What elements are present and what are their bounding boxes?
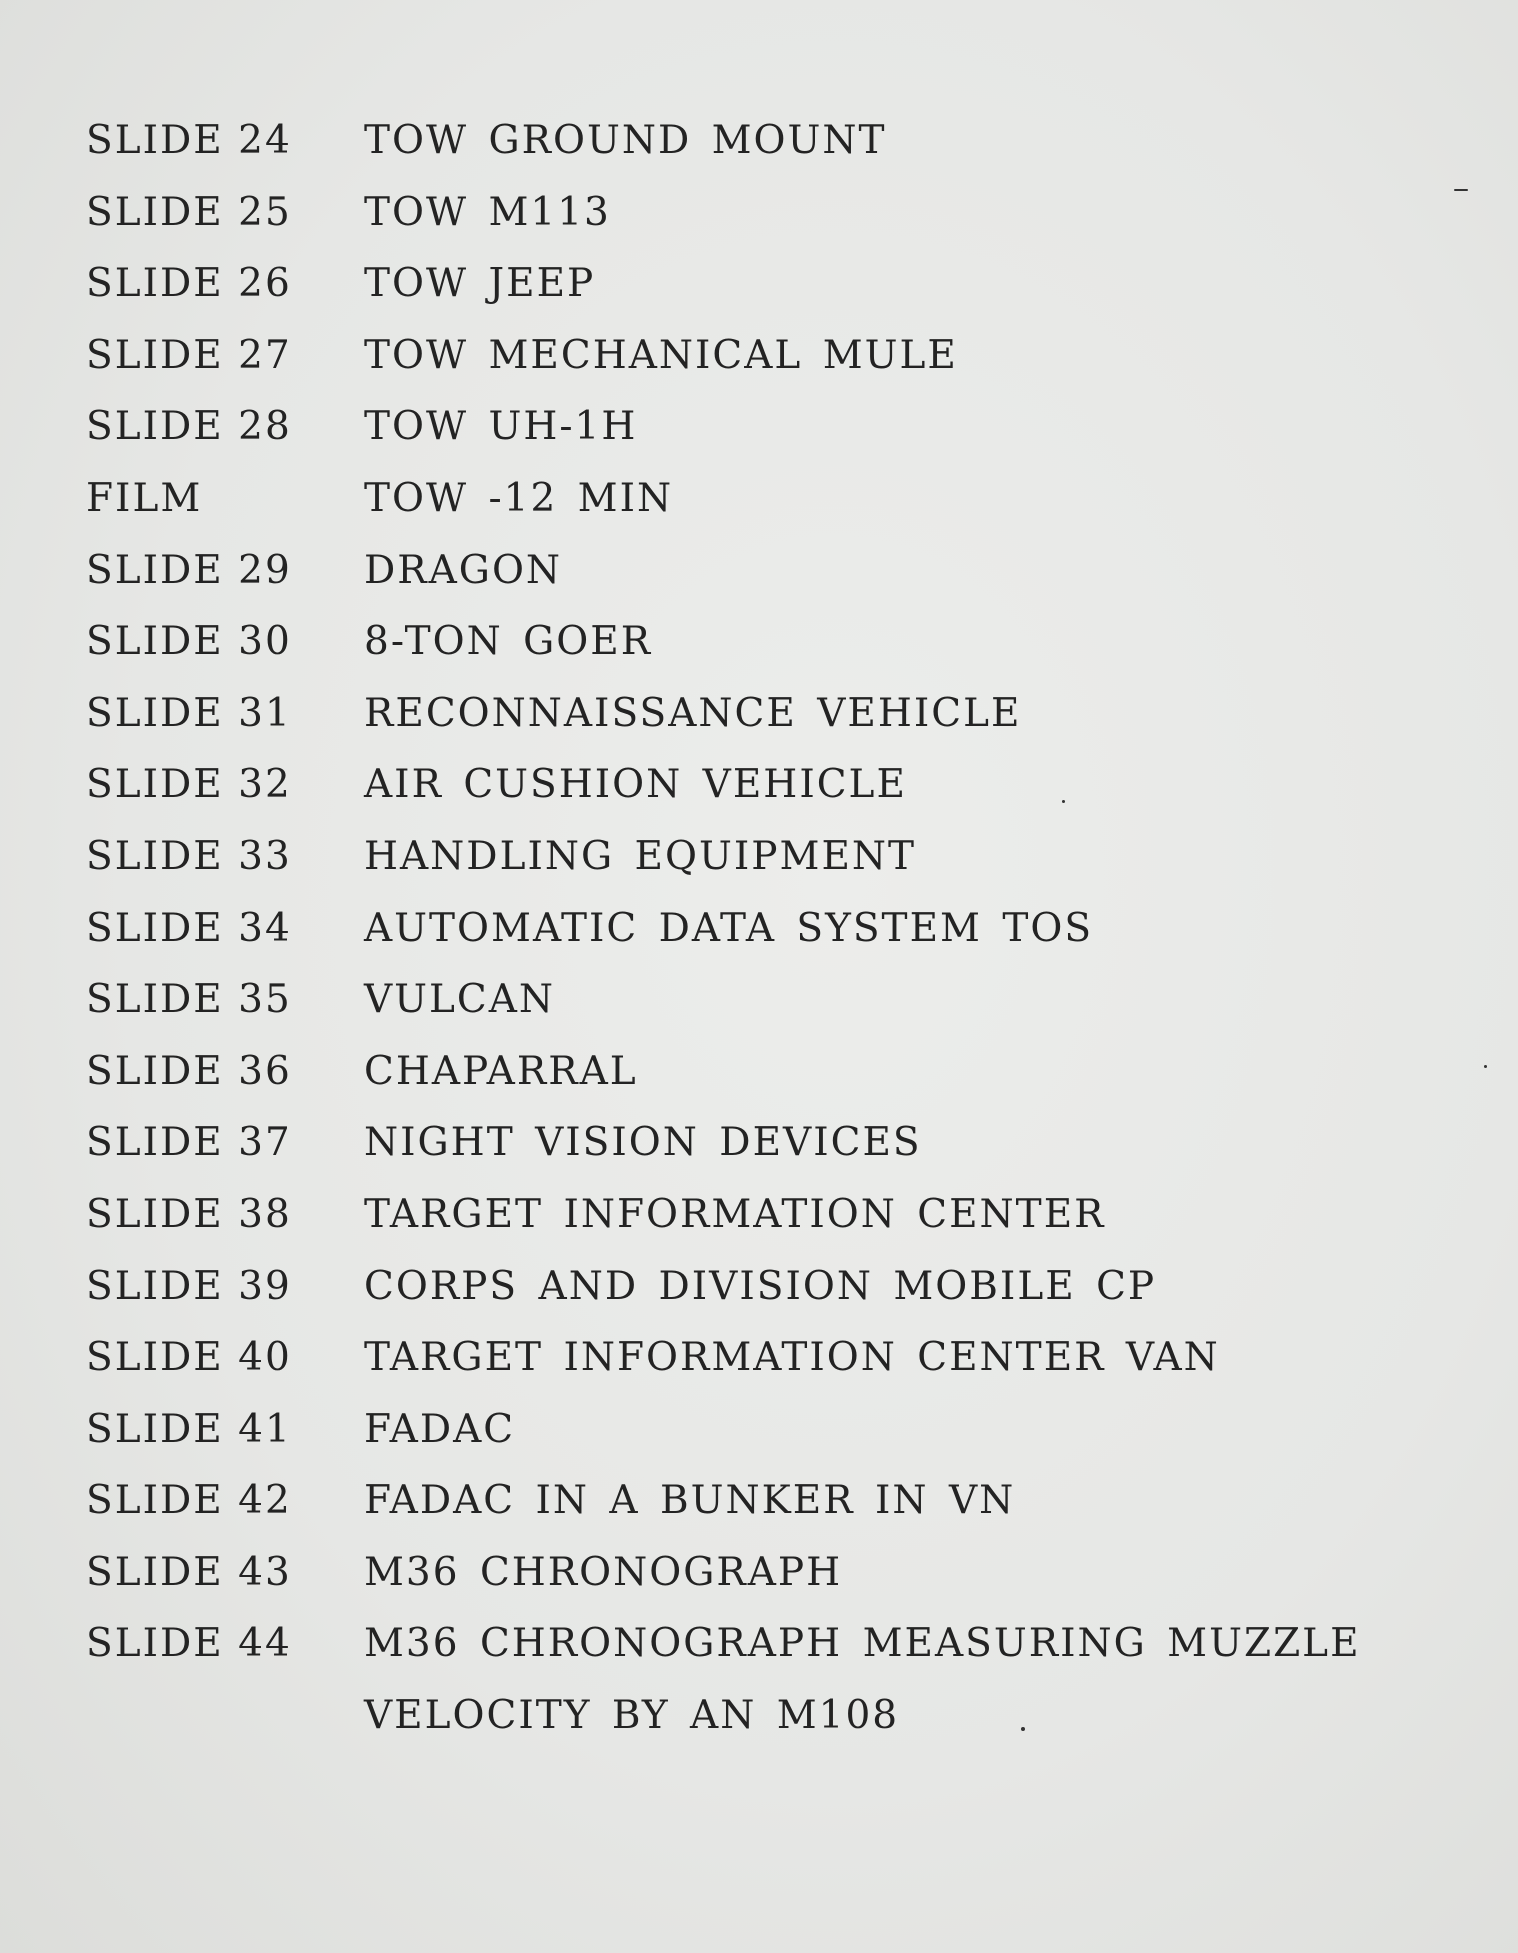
slide-title: TOW GROUND MOUNT	[364, 118, 887, 163]
slide-title: HANDLING EQUIPMENT	[364, 833, 917, 879]
slide-title: TOW MECHANICAL MULE	[364, 332, 958, 378]
slide-number: SLIDE 43	[86, 1549, 292, 1595]
slide-number: SLIDE 40	[86, 1335, 292, 1381]
slide-title: FADAC	[364, 1406, 516, 1452]
list-item	[86, 1192, 1361, 1264]
slide-title: DRAGON	[364, 547, 563, 593]
slide-title: CORPS AND DIVISION MOBILE CP	[364, 1263, 1157, 1309]
slide-title-continuation: VELOCITY BY AN M108	[364, 1693, 900, 1739]
list-item	[86, 404, 1361, 476]
slide-title: CHAPARRAL	[364, 1048, 638, 1094]
list-item	[86, 1264, 1361, 1336]
slide-title: AUTOMATIC DATA SYSTEM TOS	[364, 905, 1094, 951]
slide-title: TOW M113	[364, 189, 611, 235]
slide-number: SLIDE 39	[86, 1263, 292, 1309]
list-item	[86, 1049, 1361, 1121]
slide-title: TARGET INFORMATION CENTER	[364, 1191, 1106, 1237]
list-item	[86, 977, 1361, 1049]
slide-list	[86, 118, 1361, 1765]
list-item	[86, 762, 1361, 834]
slide-title: AIR CUSHION VEHICLE	[364, 762, 907, 808]
list-item	[86, 476, 1361, 548]
slide-number: SLIDE 34	[86, 905, 292, 951]
slide-number: SLIDE 41	[86, 1406, 292, 1452]
slide-number: SLIDE 44	[86, 1621, 292, 1667]
slide-number: SLIDE 31	[86, 690, 292, 736]
slide-number: SLIDE 36	[86, 1048, 292, 1094]
list-item	[86, 1478, 1361, 1550]
slide-title: M36 CHRONOGRAPH	[364, 1549, 843, 1595]
slide-number: SLIDE 32	[86, 762, 292, 808]
print-speck	[1484, 1065, 1487, 1068]
list-item	[86, 906, 1361, 978]
slide-title: 8-TON GOER	[364, 619, 653, 665]
slide-title: FADAC IN A BUNKER IN VN	[364, 1478, 1016, 1524]
slide-number: SLIDE 25	[86, 189, 292, 235]
slide-title: M36 CHRONOGRAPH MEASURING MUZZLE	[364, 1621, 1361, 1667]
list-item	[86, 1621, 1361, 1693]
print-speck	[1062, 800, 1065, 803]
list-item	[86, 619, 1361, 691]
slide-title: TOW JEEP	[364, 261, 596, 307]
slide-number: SLIDE 35	[86, 977, 292, 1023]
slide-title: RECONNAISSANCE VEHICLE	[364, 690, 1022, 736]
slide-number: SLIDE 42	[86, 1478, 292, 1524]
slide-title: NIGHT VISION DEVICES	[364, 1120, 922, 1166]
print-speck	[1021, 1727, 1025, 1731]
slide-number: SLIDE 27	[86, 332, 292, 378]
list-item	[86, 1120, 1361, 1192]
list-item	[86, 834, 1361, 906]
slide-title: TOW -12 MIN	[364, 475, 674, 521]
list-item	[86, 118, 1361, 190]
list-item	[86, 190, 1361, 262]
list-item	[86, 1407, 1361, 1479]
print-speck	[1454, 189, 1468, 191]
list-item	[86, 1335, 1361, 1407]
slide-number: SLIDE 30	[86, 619, 292, 665]
slide-number: FILM	[86, 475, 203, 521]
slide-number: SLIDE 37	[86, 1120, 292, 1166]
slide-title: TOW UH-1H	[364, 404, 638, 450]
slide-number: SLIDE 28	[86, 404, 292, 450]
list-item	[86, 691, 1361, 763]
slide-number: SLIDE 33	[86, 833, 292, 879]
list-item	[86, 261, 1361, 333]
slide-title: VULCAN	[364, 977, 556, 1023]
slide-number: SLIDE 24	[86, 118, 292, 163]
list-item	[86, 333, 1361, 405]
list-item	[86, 548, 1361, 620]
slide-number: SLIDE 29	[86, 547, 292, 593]
list-item-continuation	[86, 1693, 1361, 1765]
slide-number: SLIDE 26	[86, 261, 292, 307]
list-item	[86, 1550, 1361, 1622]
slide-title: TARGET INFORMATION CENTER VAN	[364, 1335, 1220, 1381]
slide-number: SLIDE 38	[86, 1191, 292, 1237]
